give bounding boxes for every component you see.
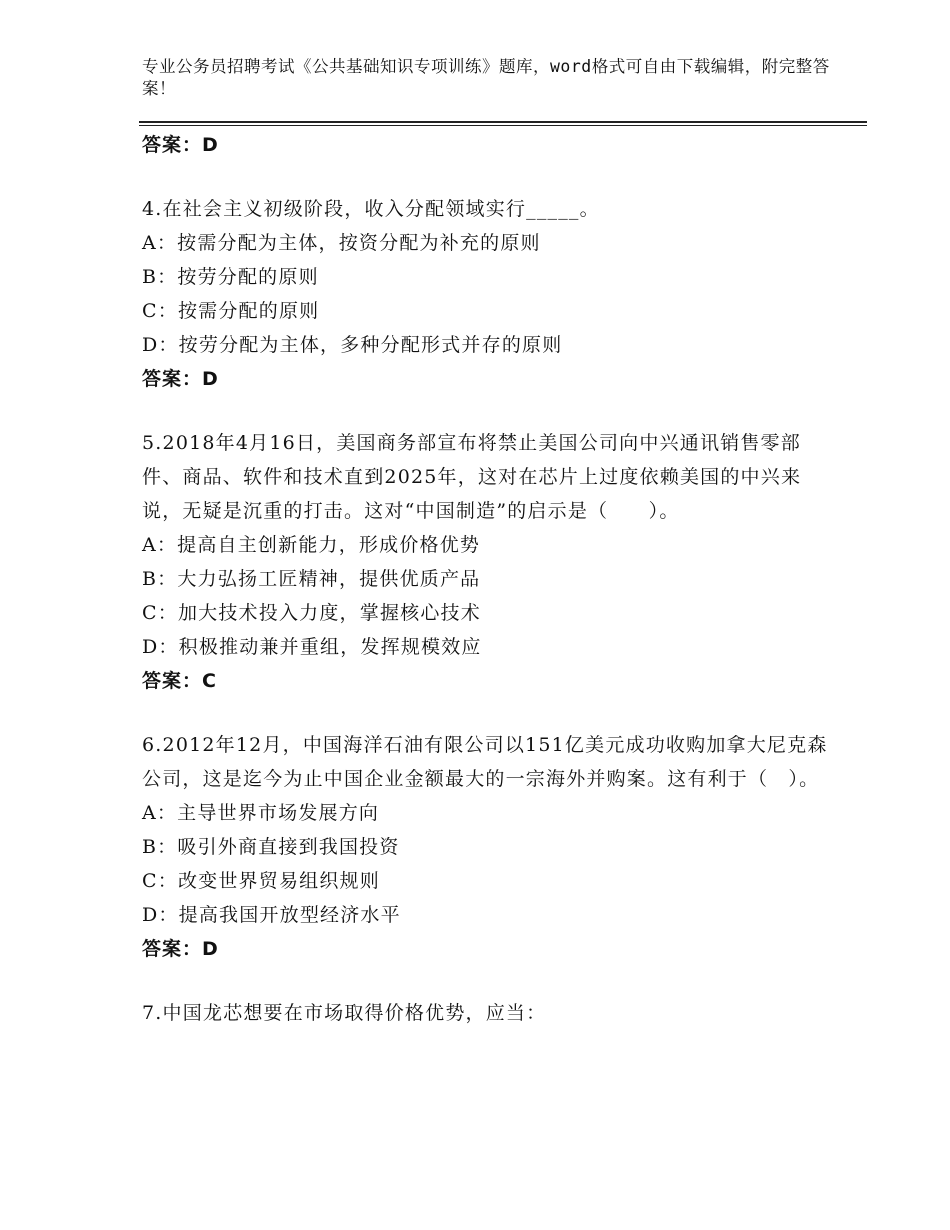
option-a: A：按需分配为主体，按资分配为补充的原则 [142,232,541,254]
option-a: A：提高自主创新能力，形成价格优势 [142,534,481,556]
answer-line: 答案：C [142,670,217,692]
option-c: C：按需分配的原则 [142,300,320,322]
page-header: 专业公务员招聘考试《公共基础知识专项训练》题库，word格式可自由下载编辑，附完整答案！ [142,57,830,98]
previous-answer: 答案：D [142,134,219,156]
option-d: D：按劳分配为主体，多种分配形式并存的原则 [142,334,563,356]
question-5 [142,426,832,698]
question-list [142,128,832,1030]
option-c: C：改变世界贸易组织规则 [142,870,380,892]
option-a: A：主导世界市场发展方向 [142,802,380,824]
option-b: B：按劳分配的原则 [142,266,319,288]
question-stem: 4.在社会主义初级阶段，收入分配领域实行_____。 [142,198,600,220]
question-4 [142,192,832,396]
question-7 [142,996,832,1030]
question-stem: 7.中国龙芯想要在市场取得价格优势，应当： [142,1002,547,1024]
option-d: D：提高我国开放型经济水平 [142,904,401,926]
option-d: D：积极推动兼并重组，发挥规模效应 [142,636,482,658]
option-c: C：加大技术投入力度，掌握核心技术 [142,602,481,624]
answer-line: 答案：D [142,368,219,390]
question-stem: 6.2012年12月，中国海洋石油有限公司以151亿美元成功收购加拿大尼克森公司，这是迄今为止中国企业金额最大的一宗海外并购案。这有利于（ ）。 [142,734,828,790]
header-rule-thin [139,125,867,126]
question-6 [142,728,832,966]
option-b: B：吸引外商直接到我国投资 [142,836,400,858]
question-stem: 5.2018年4月16日，美国商务部宣布将禁止美国公司向中兴通讯销售零部件、商品、软件和技术直到2025年，这对在芯片上过度依赖美国的中兴来说，无疑是沉重的打击。这对“中国制造”的启示是（ ）。 [142,432,802,522]
header-rule-thick [139,121,867,123]
option-b: B：大力弘扬工匠精神，提供优质产品 [142,568,481,590]
answer-line: 答案：D [142,938,219,960]
